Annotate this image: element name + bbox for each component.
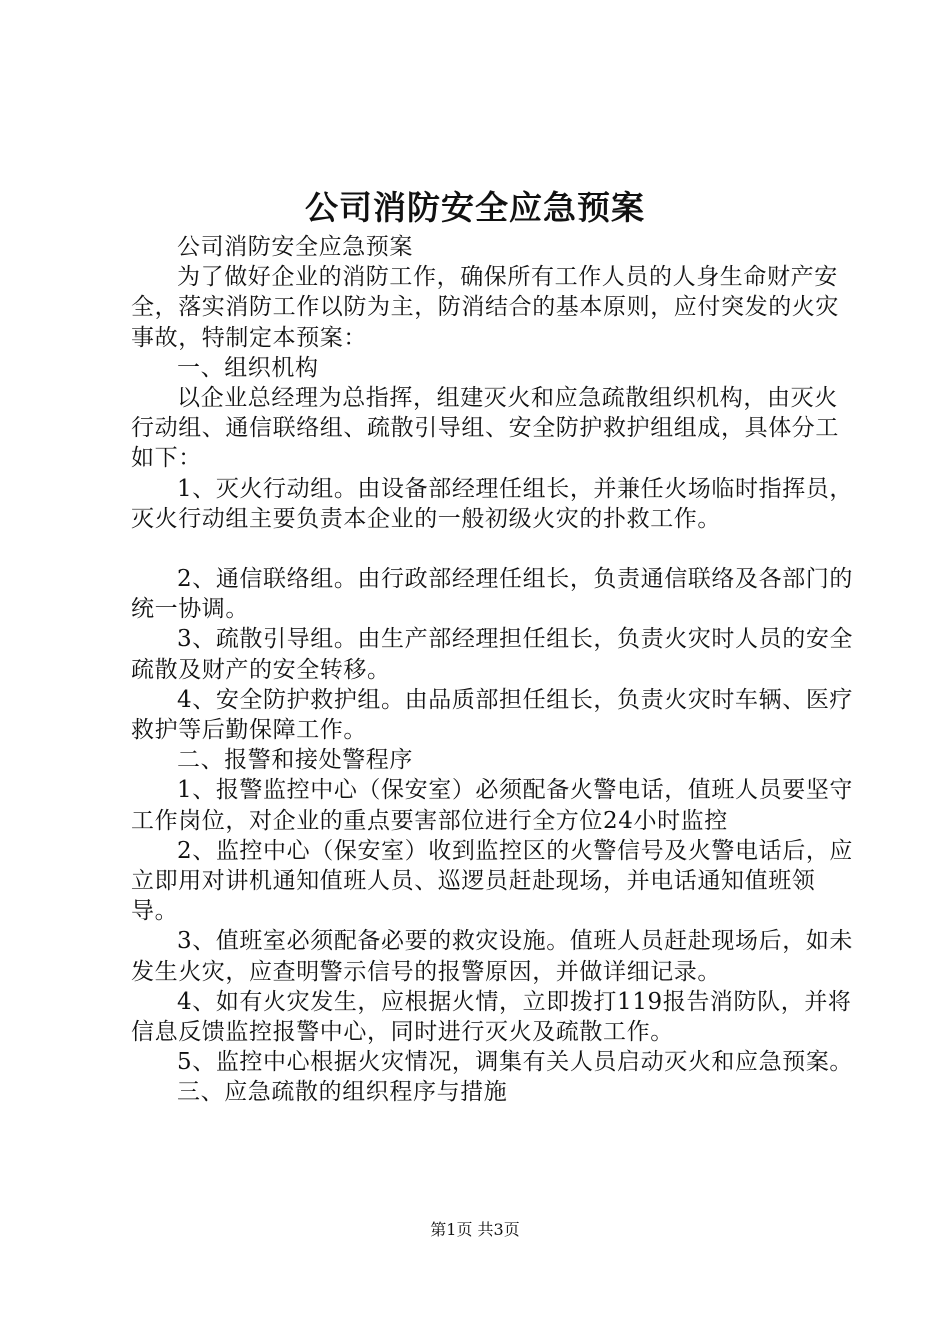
section-heading: 二、报警和接处警程序 <box>177 747 413 774</box>
list-item: 5、监控中心根据火灾情况，调集有关人员启动灭火和应急预案。 <box>177 1049 854 1076</box>
list-item: 1、灭火行动组。由设备部经理任组长，并兼任火场临时指挥员，灭火行动组主要负责本企业的一般初级火灾的扑救工作。 <box>131 475 854 532</box>
list-item: 3、值班室必须配备必要的救灾设施。值班人员赶赴现场后，如未发生火灾，应查明警示信号的报警原因，并做详细记录。 <box>131 928 854 985</box>
paragraph: 公司消防安全应急预案 <box>177 234 413 260</box>
page-footer: 第1页 共3页 <box>430 1220 520 1239</box>
section-heading: 一、组织机构 <box>177 354 319 381</box>
section-heading: 三、应急疏散的组织程序与措施 <box>177 1079 508 1106</box>
list-item: 3、疏散引导组。由生产部经理担任组长，负责火灾时人员的安全疏散及财产的安全转移。 <box>131 626 854 683</box>
list-item: 2、通信联络组。由行政部经理任组长，负责通信联络及各部门的统一协调。 <box>131 566 854 623</box>
list-item: 4、安全防护救护组。由品质部担任组长，负责火灾时车辆、医疗救护等后勤保障工作。 <box>131 686 854 744</box>
list-item: 4、如有火灾发生，应根据火情，立即拨打119报告消防队，并将信息反馈监控报警中心，同时进行灭火及疏散工作。 <box>131 988 852 1046</box>
list-item: 1、报警监控中心（保安室）必须配备火警电话，值班人员要坚守工作岗位，对企业的重点要害部位进行全方位24小时监控 <box>131 777 854 834</box>
list-item: 2、监控中心（保安室）收到监控区的火警信号及火警电话后，应立即用对讲机通知值班人员、巡逻员赶赴现场，并电话通知值班领导。 <box>131 837 854 925</box>
document-title: 公司消防安全应急预案 <box>305 188 645 227</box>
paragraph: 以企业总经理为总指挥，组建灭火和应急疏散组织机构，由灭火行动组、通信联络组、疏散引导组、安全防护救护组组成，具体分工如下： <box>131 385 839 472</box>
document-body <box>131 232 861 1108</box>
paragraph: 为了做好企业的消防工作，确保所有工作人员的人身生命财产安全，落实消防工作以防为主，防消结合的基本原则，应付突发的火灾事故，特制定本预案： <box>131 264 839 351</box>
